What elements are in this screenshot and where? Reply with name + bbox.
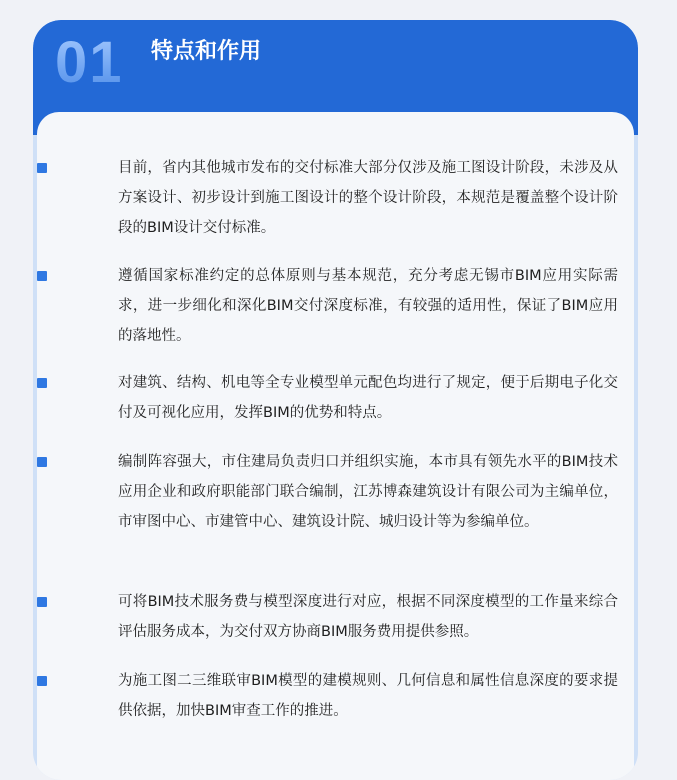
list-item-text: 目前，省内其他城市发布的交付标准大部分仅涉及施工图设计阶段，未涉及从方案设计、初步设计到施工图设计的整个设计阶段，本规范是覆盖整个设计阶段的BIM设计交付标准。	[118, 160, 618, 236]
section-number: 01	[55, 28, 124, 98]
bullet-icon	[37, 457, 47, 467]
bullet-icon	[37, 271, 47, 281]
bullet-icon	[37, 597, 47, 607]
list-item-text: 可将BIM技术服务费与模型深度进行对应，根据不同深度模型的工作量来综合评估服务成本，为交付双方协商BIM服务费用提供参照。	[118, 594, 618, 640]
list-item-text: 编制阵容强大，市住建局负责归口并组织实施，本市具有领先水平的BIM技术应用企业和政府职能部门联合编制，江苏博森建筑设计有限公司为主编单位，市审图中心、市建管中心、建筑设计院、城归设计等为参编单位。	[118, 454, 618, 530]
list-item-text: 对建筑、结构、机电等全专业模型单元配色均进行了规定，便于后期电子化交付及可视化应用，发挥BIM的优势和特点。	[118, 375, 618, 421]
bullet-icon	[37, 378, 47, 388]
bullet-icon	[37, 163, 47, 173]
list-item-text: 遵循国家标准约定的总体原则与基本规范，充分考虑无锡市BIM应用实际需求，进一步细化和深化BIM交付深度标准，有较强的适用性，保证了BIM应用的落地性。	[118, 268, 618, 344]
bullet-icon	[37, 676, 47, 686]
section-title: 特点和作用	[151, 39, 262, 64]
feature-card	[33, 20, 638, 780]
card-body	[37, 112, 634, 780]
list-item-text: 为施工图二三维联审BIM模型的建模规则、几何信息和属性信息深度的要求提供依据，加快BIM审查工作的推进。	[118, 673, 618, 719]
